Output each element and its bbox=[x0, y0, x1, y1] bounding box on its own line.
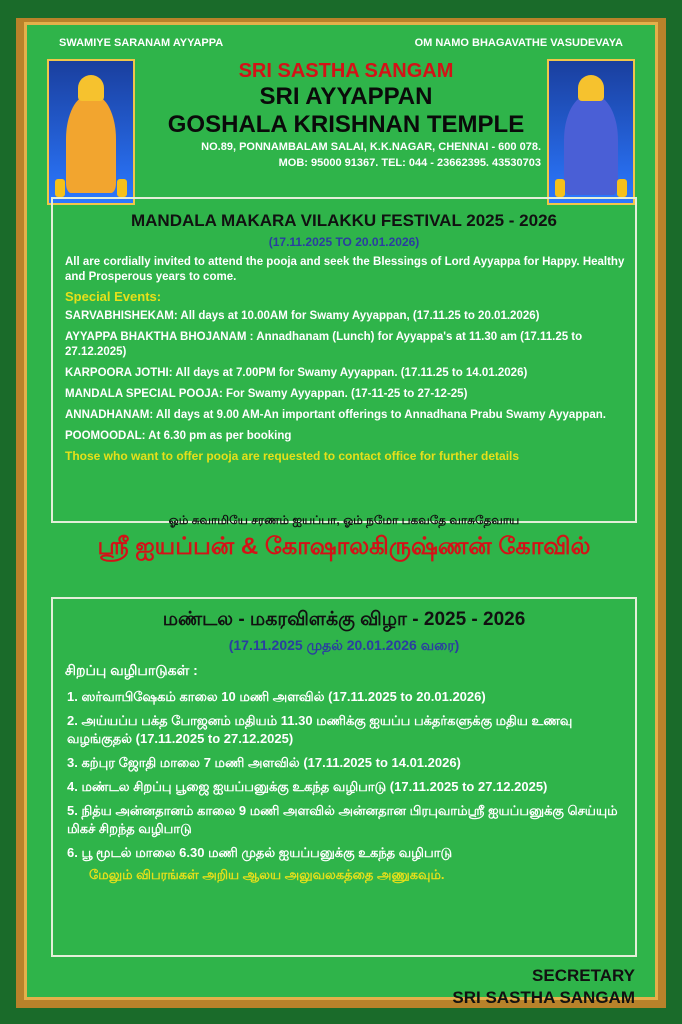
top-left-invocation: SWAMIYE SARANAM AYYAPPA bbox=[59, 37, 224, 49]
contact-note-en: Those who want to offer pooja are requested to contact office for further details bbox=[65, 449, 520, 463]
event-item: SARVABHISHEKAM: All days at 10.00AM for Swamy Ayyappan, (17.11.25 to 20.01.2026) bbox=[65, 310, 540, 322]
contact-note-ta: மேலும் விபரங்கள் அறிய ஆலய அலுவலகத்தை அணுகவும். bbox=[89, 867, 445, 882]
contact-numbers: MOB: 95000 91367. TEL: 044 - 23662395. 43530703 bbox=[278, 157, 541, 169]
top-right-invocation: OM NAMO BHAGAVATHE VASUDEVAYA bbox=[414, 37, 623, 49]
event-item: POOMOODAL: At 6.30 pm as per booking bbox=[65, 430, 292, 442]
poster-body bbox=[24, 22, 658, 1007]
address: NO.89, PONNAMBALAM SALAI, K.K.NAGAR, CHENNAI - 600 078. bbox=[201, 141, 541, 153]
event-item: MANDALA SPECIAL POOJA: For Swamy Ayyappan. (17-11-25 to 27-12-25) bbox=[65, 388, 468, 400]
temple-name-line1: SRI AYYAPPAN bbox=[259, 83, 433, 110]
temple-header bbox=[151, 59, 541, 171]
english-section bbox=[51, 197, 637, 523]
worship-item: 3. கற்புர ஜோதி மாலை 7 மணி அளவில் (17.11.2025 to 14.01.2026) bbox=[67, 755, 461, 770]
worship-item: 4. மண்டல சிறப்பு பூஜை ஐயப்பனுக்கு உகந்த வழிபாடு (17.11.2025 to 27.12.2025) bbox=[67, 779, 548, 794]
sangam-name: SRI SASTHA SANGAM bbox=[238, 60, 454, 82]
special-worship-label: சிறப்பு வழிபாடுகள் : bbox=[65, 662, 198, 678]
worship-item: 1. ஸர்வாபிஷேகம் காலை 10 மணி அளவில் (17.11.2025 to 20.01.2026) bbox=[67, 689, 486, 704]
secretary-org: SRI SASTHA SANGAM bbox=[452, 988, 635, 1007]
event-item: AYYAPPA BHAKTHA BHOJANAM : Annadhanam (Lunch) for Ayyappa's at 11.30 am (17.11.25 to 27.12.2025) bbox=[65, 331, 583, 358]
tamil-temple-title: ஸ்ரீ ஐயப்பன் & கோஷாலகிருஷ்ணன் கோவில் bbox=[97, 533, 591, 560]
worship-item: 2. அய்யப்ப பக்த போஜனம் மதியம் 11.30 மணிக்கு ஐயப்ப பக்தர்களுக்கு மதிய உணவு வழங்குதல் (17.11.2025 to 27.12.2025) bbox=[67, 713, 573, 746]
ayyappa-image bbox=[47, 59, 135, 205]
invitation-text: All are cordially invited to attend the pooja and seek the Blessings of Lord Ayyappa for Happy. Healthy and Prosperous years to come. bbox=[65, 256, 625, 283]
krishna-image bbox=[547, 59, 635, 205]
festival-title-ta: மண்டல - மகரவிளக்கு விழா - 2025 - 2026 bbox=[162, 609, 526, 630]
event-item: ANNADHANAM: All days at 9.00 AM-An important offerings to Annadhana Prabu Swamy Ayyappan. bbox=[65, 409, 606, 421]
secretary-signature bbox=[452, 965, 635, 1009]
tamil-section bbox=[51, 597, 637, 957]
festival-dates-ta: (17.11.2025 முதல் 20.01.2026 வரை) bbox=[228, 637, 460, 653]
festival-title-en: MANDALA MAKARA VILAKKU FESTIVAL 2025 - 2026 bbox=[130, 211, 557, 230]
temple-name-line2: GOSHALA KRISHNAN TEMPLE bbox=[167, 111, 525, 138]
secretary-title: SECRETARY bbox=[532, 966, 635, 985]
festival-dates-en: (17.11.2025 TO 20.01.2026) bbox=[268, 235, 420, 249]
event-item: KARPOORA JOTHI: All days at 7.00PM for Swamy Ayyappan. (17.11.25 to 14.01.2026) bbox=[65, 367, 528, 379]
worship-item: 5. நித்ய அன்னதானம் காலை 9 மணி அளவில் அன்னதான பிரபுவாம்ஸ்ரீ ஐயப்பனுக்கு செய்யும் மிகச் சிறந்த வழிபாடு bbox=[67, 803, 618, 836]
tamil-invocation: ஓம் சுவாமியே சரணம் ஐயப்பா, ஓம் நமோ பகவதே வாசுதேவாய bbox=[168, 513, 520, 527]
special-events-label: Special Events: bbox=[65, 289, 162, 304]
worship-item: 6. பூ மூடல் மாலை 6.30 மணி முதல் ஐயப்பனுக்கு உகந்த வழிபாடு bbox=[67, 845, 453, 860]
